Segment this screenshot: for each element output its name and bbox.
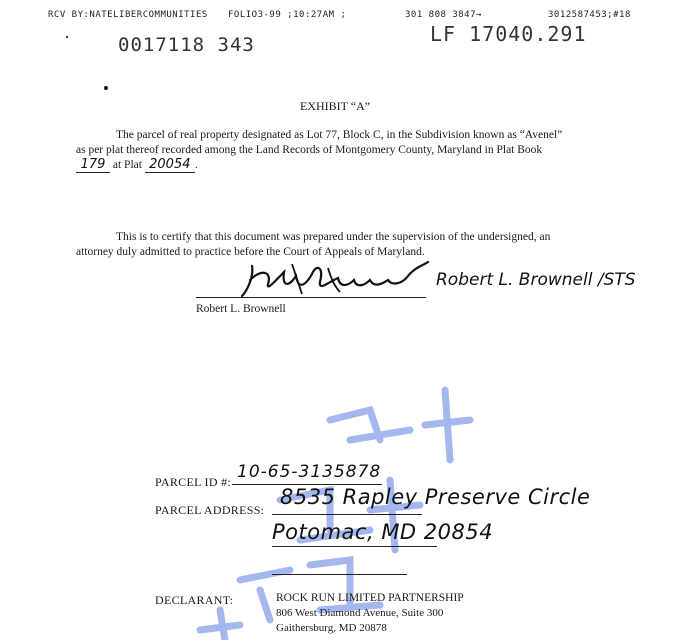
plat-number-handwritten: 20054 [145,158,195,173]
declarant-rule [272,574,407,575]
declarant-city: Gaithersburg, MD 20878 [276,622,387,634]
declarant-name: ROCK RUN LIMITED PARTNERSHIP [276,592,464,604]
certification-line-1: This is to certify that this document was prepared under the supervision of the undersigned, an [116,231,551,243]
exhibit-title: EXHIBIT “A” [300,99,371,113]
parcel-address-line-1-handwritten: 8535 Rapley Preserve Circle [280,485,591,509]
signer-printed-name: Robert L. Brownell [196,303,286,315]
parcel-address-label: PARCEL ADDRESS: [155,503,265,517]
stray-dot [104,86,108,90]
document-number-stamp: 0017118 343 [118,34,255,56]
signature-line [196,297,426,298]
parcel-id-handwritten: 10-65-3135878 [237,462,382,482]
fax-folio: FOLIO3-99 ;10:27AM ; [228,10,347,20]
parcel-address-line-1-rule [272,514,422,515]
legal-description-line-2: as per plat thereof recorded among the Land Records of Montgomery County, Maryland in Plat Book [76,144,543,156]
fax-page: 3012587453;#18 [548,10,631,20]
stray-dot [66,36,68,38]
parcel-id-label: PARCEL ID #: [155,475,232,489]
parcel-address-line-2-rule [272,546,437,547]
signature-handwritten-name: Robert L. Brownell /STS [436,270,636,290]
liber-folio-stamp: LF 17040.291 [430,22,587,46]
signature-scribble [232,258,432,302]
legal-description-line-1: The parcel of real property designated as Lot 77, Block C, in the Subdivision known as “Avenel” [116,129,563,141]
fax-sender: RCV BY:NATELIBERCOMMUNITIES [48,10,208,20]
parcel-address-line-2-handwritten: Potomac, MD 20854 [272,520,494,544]
declarant-street: 806 West Diamond Avenue, Suite 300 [276,607,444,619]
at-plat-label: at Plat [112,159,142,171]
fax-phone: 301 808 3847→ [405,10,482,20]
certification-line-2: attorney duly admitted to practice before the Court of Appeals of Maryland. [76,246,425,258]
plat-book-handwritten: 179 [76,158,110,173]
legal-description-line-3: 179 at Plat 20054 . [76,158,336,173]
declarant-label: DECLARANT: [155,593,234,607]
